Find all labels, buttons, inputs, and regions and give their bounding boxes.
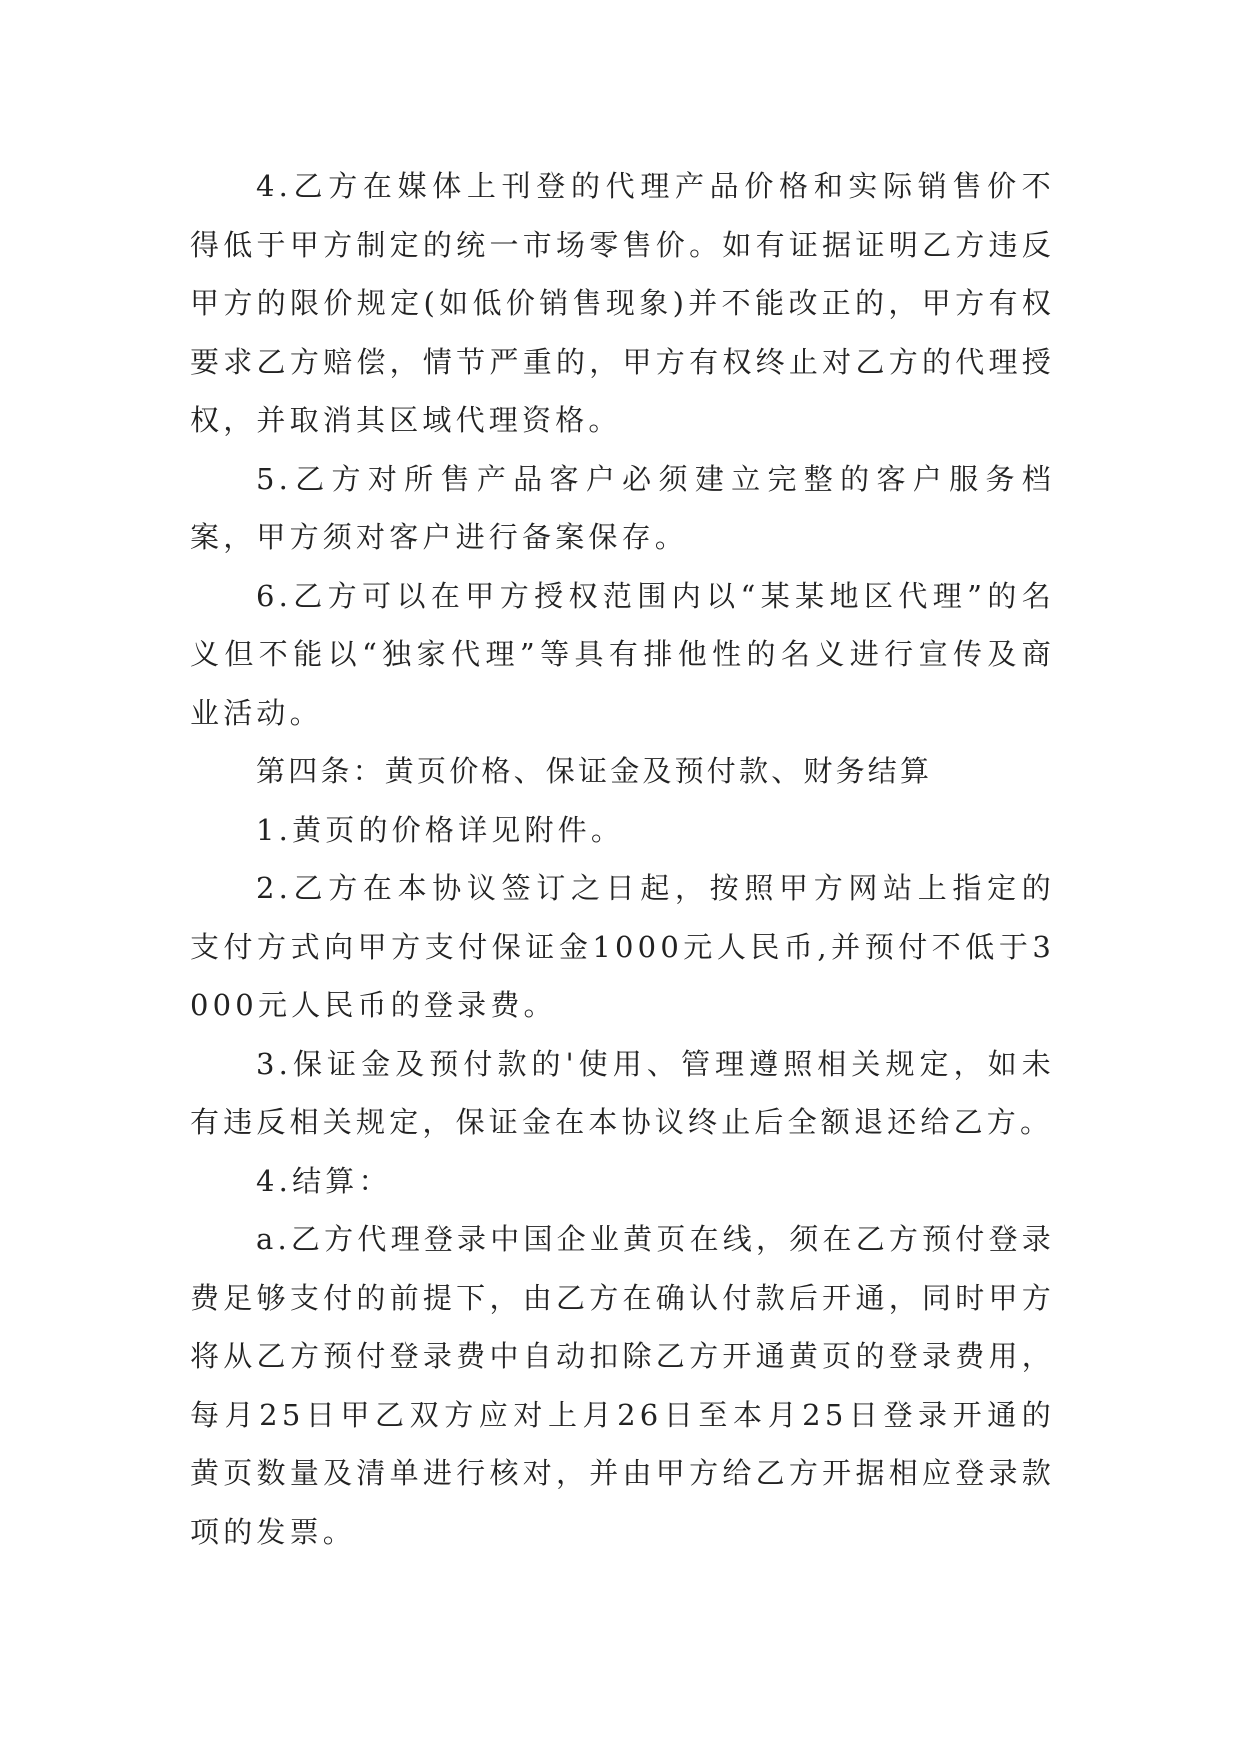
paragraph-clause-6: 6.乙方可以在甲方授权范围内以“某某地区代理”的名义但不能以“独家代理”等具有排他性的名义进行宣传及商业活动。 bbox=[190, 578, 1055, 730]
paragraph-deposit-usage: 3.保证金及预付款的'使用、管理遵照相关规定，如未有违反相关规定，保证金在本协议终止后全额退还给乙方。 bbox=[190, 1046, 1055, 1139]
paragraph-clause-4: 4.乙方在媒体上刊登的代理产品价格和实际销售价不得低于甲方制定的统一市场零售价。如有证据证明乙方违反甲方的限价规定(如低价销售现象)并不能改正的，甲方有权要求乙方赔偿，情节严重的，甲方有权终止对乙方的代理授权，并取消其区域代理资格。 bbox=[190, 169, 1055, 437]
paragraph-settlement-a: a.乙方代理登录中国企业黄页在线，须在乙方预付登录费足够支付的前提下，由乙方在确认付款后开通，同时甲方将从乙方预付登录费中自动扣除乙方开通黄页的登录费用，每月25日甲乙双方应对上月26日至本月25日登录开通的黄页数量及清单进行核对，并由甲方给乙方开据相应登录款项的发票。 bbox=[190, 1222, 1055, 1549]
paragraph-deposit: 2.乙方在本协议签订之日起，按照甲方网站上指定的支付方式向甲方支付保证金1000元人民币,并预付不低于3000元人民币的登录费。 bbox=[190, 871, 1055, 1022]
document-body bbox=[190, 157, 1055, 1561]
section-heading-article-4: 第四条：黄页价格、保证金及预付款、财务结算 bbox=[256, 754, 933, 788]
paragraph-settlement-title: 4.结算： bbox=[256, 1163, 392, 1198]
paragraph-clause-5: 5.乙方对所售产品客户必须建立完整的客户服务档案，甲方须对客户进行备案保存。 bbox=[190, 461, 1055, 554]
paragraph-price: 1.黄页的价格详见附件。 bbox=[256, 812, 625, 847]
